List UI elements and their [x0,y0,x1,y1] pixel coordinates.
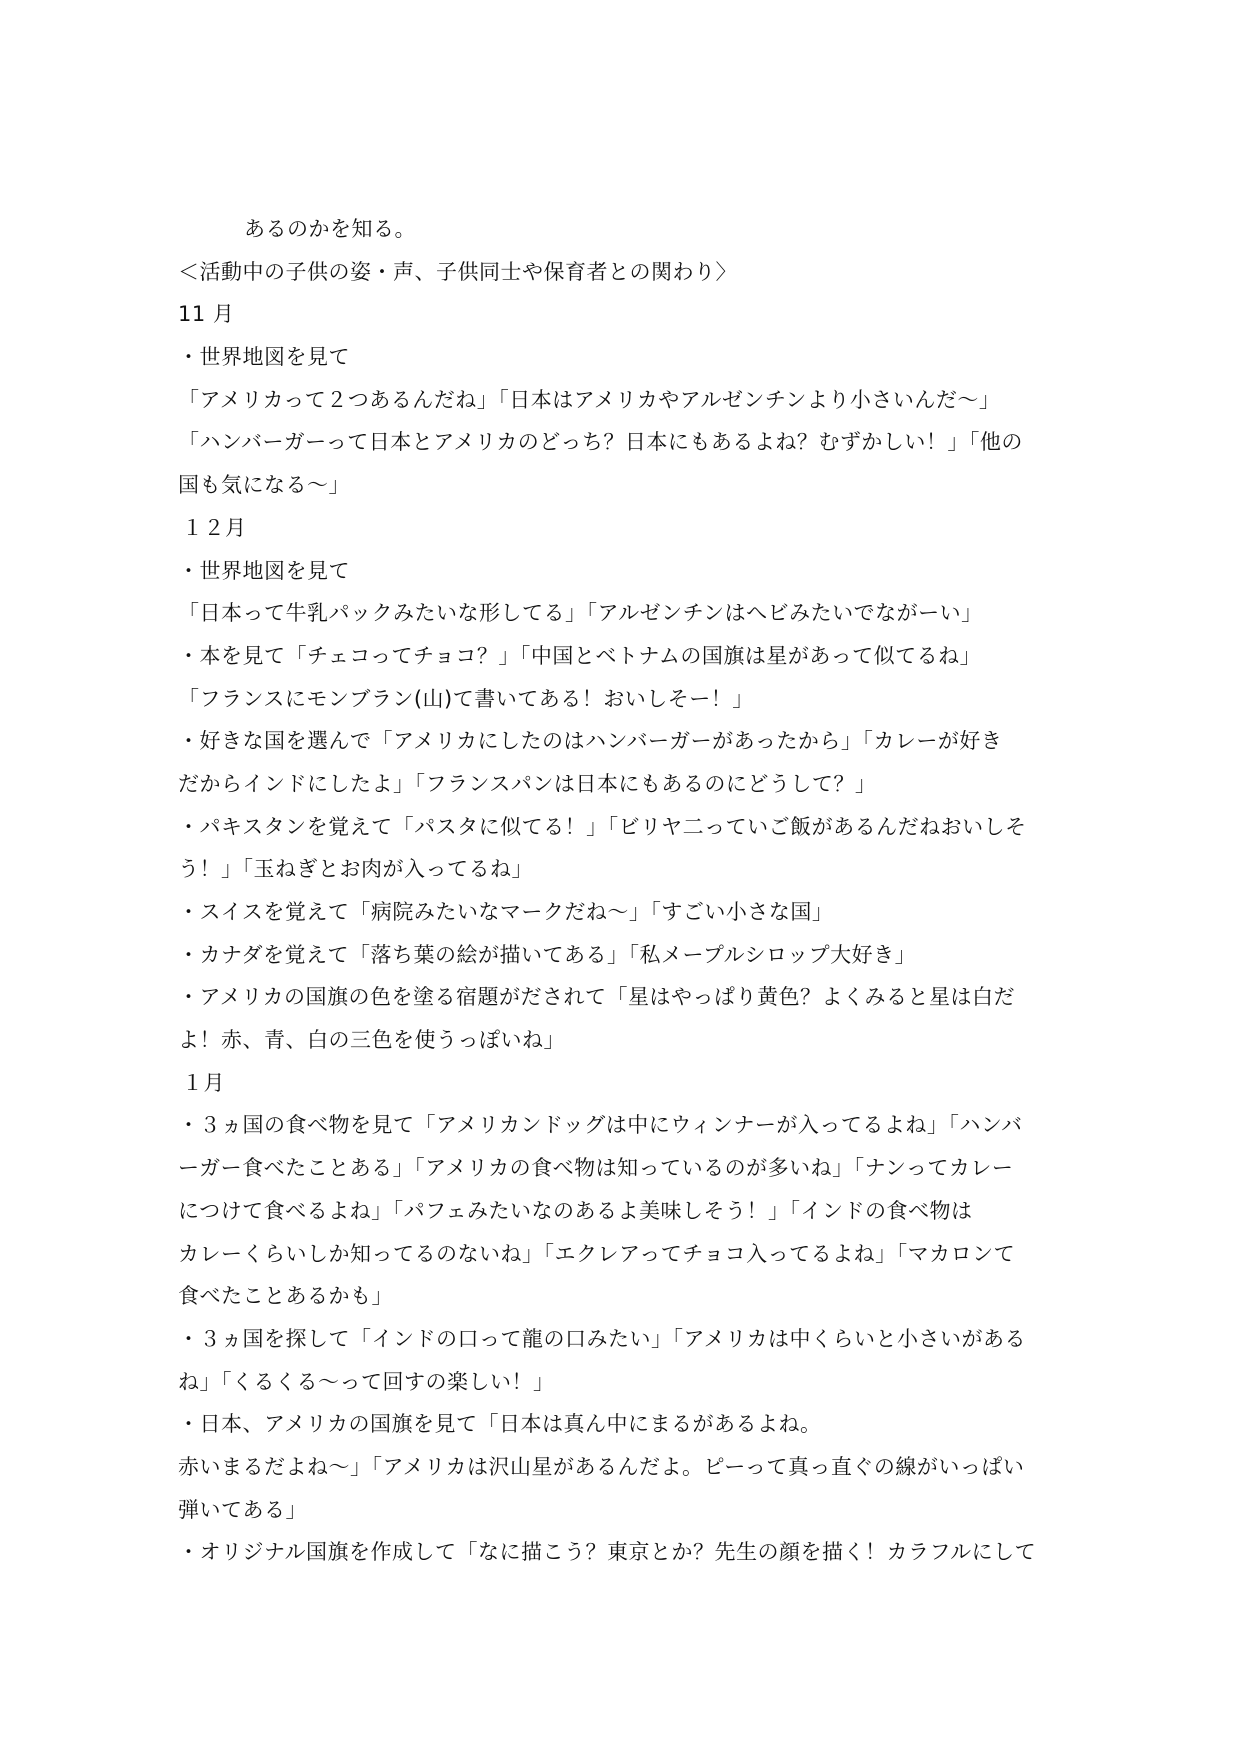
activity-item: ・パキスタンを覚えて「パスタに似てる！」「ビリヤ二っていご飯があるんだねおいしそ [178,814,1027,839]
activity-item: ・アメリカの国旗の色を塗る宿題がだされて「星はやっぱり黄色？よくみると星は白だ [178,985,1016,1010]
month-heading-november: 11 月 [178,302,235,327]
quote-line: 弾いてある」 [178,1497,307,1522]
activity-item: ・３ヵ国の食べ物を見て「アメリカンドッグは中にウィンナーが入ってるよね」「ハンバ [178,1113,1023,1138]
quote-line: う！」「玉ねぎとお肉が入ってるね」 [178,857,533,882]
quote-line: 「ハンバーガーって日本とアメリカのどっち？日本にもあるよね？むずかしい！」「他の [178,430,1023,455]
quote-line: 「アメリカって２つあるんだね」「日本はアメリカやアルゼンチンより小さいんだ～」 [178,387,1001,412]
month-heading-december: １２月 [182,515,247,540]
quote-line: ーガー食べたことある」「アメリカの食べ物は知っているのが多いね」「ナンってカレー [178,1156,1014,1181]
quote-line: 「フランスにモンブラン(山)て書いてある！おいしそー！」 [178,686,754,711]
activity-item: ・世界地図を見て [178,558,350,583]
activity-item: ・日本、アメリカの国旗を見て「日本は真ん中にまるがあるよね。 [178,1412,822,1437]
quote-line: 赤いまるだよね～」「アメリカは沢山星があるんだよ。ピーって真っ直ぐの線がいっぱい [178,1454,1025,1479]
quote-line: だからインドにしたよ」「フランスパンは日本にもあるのにどうして？」 [178,771,877,796]
quote-line: 国も気になる～」 [178,473,350,498]
activity-item: ・カナダを覚えて「落ち葉の絵が描いてある」「私メープルシロップ大好き」 [178,942,917,967]
quote-line: ね」「くるくる～って回すの楽しい！」 [178,1369,555,1394]
activity-item: ・スイスを覚えて「病院みたいなマークだね～」「すごい小さな国」 [178,900,834,924]
month-heading-january: １月 [182,1070,225,1095]
activity-item: ・オリジナル国旗を作成して「なに描こう？東京とか？先生の顔を描く！カラフルにして [178,1540,1037,1565]
quote-line: につけて食べるよね」「パフェみたいなのあるよ美味しそう！」「インドの食べ物は [178,1198,973,1223]
quote-line: 「日本って牛乳パックみたいな形してる」「アルゼンチンはへビみたいでながーい」 [178,601,983,626]
activity-item: ・本を見て「チェコってチョコ？」「中国とベトナムの国旗は星があって似てるね」 [178,643,982,668]
continuation-line: あるのかを知る。 [244,217,416,241]
activity-item: ・３ヵ国を探して「インドの口って龍の口みたい」「アメリカは中くらいと小さいがある [178,1326,1027,1351]
document-body [178,208,1078,1574]
quote-line: 食べたことあるかも」 [178,1284,393,1309]
quote-line: カレーくらいしか知ってるのないね」「エクレアってチョコ入ってるよね」「マカロンて [178,1241,1016,1266]
section-heading: ＜活動中の子供の姿・声、子供同士や保育者との関わり〉 [178,259,737,284]
activity-item: ・世界地図を見て [178,345,350,370]
quote-line: よ！赤、青、白の三色を使うっぽいね」 [178,1028,565,1053]
activity-item: ・好きな国を選んで「アメリカにしたのはハンバーガーがあったから」「カレーが好き [178,729,1003,754]
